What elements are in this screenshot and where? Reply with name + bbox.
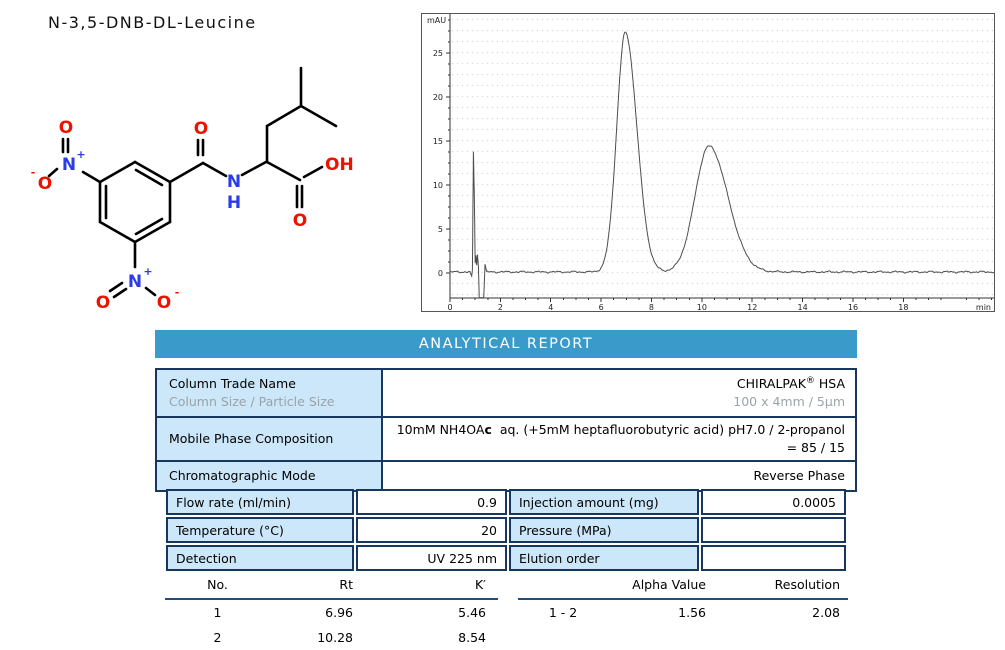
detection-label: Detection: [166, 545, 354, 571]
y-axis-unit-label: mAU: [427, 16, 447, 25]
report-title-bar: ANALYTICAL REPORT: [155, 330, 857, 358]
x-tick-label: 8: [648, 303, 655, 311]
injection-amount-label: Injection amount (mg): [509, 489, 699, 515]
pair-header: [518, 573, 608, 599]
mobile-phase-value: [382, 417, 856, 461]
y-tick-label: 25: [432, 49, 443, 58]
label-line: Column Trade Name: [169, 375, 296, 391]
peak-k: 5.46: [458, 605, 486, 620]
elution-order-value: [701, 545, 846, 571]
x-tick-label: 18: [898, 303, 909, 311]
peak-rt: 6.96: [325, 605, 353, 620]
nitrogen-atom-label: N: [61, 155, 77, 175]
table-row: [165, 625, 498, 650]
x-tick-label: 4: [548, 303, 554, 311]
column-trade-name-value: [382, 369, 856, 417]
x-tick-label: 14: [797, 303, 808, 311]
table-row: [518, 599, 848, 625]
flow-rate-label: Flow rate (ml/min): [166, 489, 354, 515]
temperature-value: 20: [356, 517, 507, 543]
column-size-value: 100 x 4mm / 5µm: [733, 394, 845, 410]
column-info-table: [155, 368, 857, 492]
compound-title: N-3,5-DNB-DL-Leucine: [48, 13, 257, 32]
chromatogram-trace: [450, 32, 994, 298]
table-header-row: [518, 573, 848, 599]
resolution-value: 2.08: [812, 605, 840, 620]
plus-charge-label: +: [143, 265, 153, 278]
table-row: [156, 369, 856, 417]
oxygen-atom-label: O: [58, 118, 74, 138]
elution-order-label: Elution order: [509, 545, 699, 571]
table-row: [156, 417, 856, 461]
peak-no: 1: [213, 605, 222, 620]
x-tick-label: 10: [696, 303, 707, 311]
value-line: = 85 / 15: [786, 440, 845, 456]
oxygen-atom-label: O: [37, 174, 53, 194]
hydroxyl-label: OH: [325, 155, 354, 175]
sublabel-line: Column Size / Particle Size: [169, 394, 335, 409]
table-row: [166, 545, 846, 571]
chromatogram-plot: [422, 14, 994, 311]
peak-rt: 10.28: [317, 630, 353, 645]
oxygen-atom-label: O: [292, 211, 308, 231]
conditions-table: [164, 487, 848, 573]
column-trade-name-label: [156, 369, 382, 417]
y-tick-label: 5: [437, 225, 443, 234]
alpha-value: 1.56: [678, 605, 706, 620]
peak-k: 8.54: [458, 630, 486, 645]
peak-pair: 1 - 2: [548, 605, 578, 620]
registered-mark: ®: [805, 375, 815, 386]
minus-charge-label: -: [30, 166, 36, 179]
x-tick-label: 0: [447, 303, 453, 311]
temperature-label: Temperature (°C): [166, 517, 354, 543]
injection-amount-value: 0.0005: [701, 489, 846, 515]
no-header: No.: [165, 573, 270, 599]
nitrogen-atom-label: N: [226, 172, 242, 192]
pressure-value: [701, 517, 846, 543]
pressure-label: Pressure (MPa): [509, 517, 699, 543]
rt-header: Rt: [270, 573, 355, 599]
x-tick-label: 2: [497, 303, 503, 311]
oxygen-atom-label: O: [193, 119, 209, 139]
minus-charge-label: -: [174, 286, 180, 299]
table-row: [165, 599, 498, 625]
peak-no: 2: [213, 630, 222, 645]
molecule-structure: [0, 0, 420, 330]
oxygen-atom-label: O: [156, 293, 172, 313]
chromatographic-mode-value: Reverse Phase: [382, 461, 856, 491]
chromatogram-panel: [421, 13, 995, 312]
nitrogen-atom-label: N: [127, 272, 143, 292]
chromatographic-mode-label: Chromatographic Mode: [156, 461, 382, 491]
detection-value: UV 225 nm: [356, 545, 507, 571]
y-tick-label: 10: [432, 181, 443, 190]
mobile-phase-label: Mobile Phase Composition: [156, 417, 382, 461]
value-line: CHIRALPAK® HSA: [736, 375, 845, 391]
table-row: [166, 489, 846, 515]
x-tick-label: 12: [747, 303, 758, 311]
alpha-header: Alpha Value: [608, 573, 708, 599]
y-tick-label: 0: [437, 269, 443, 278]
oxygen-atom-label: O: [95, 293, 111, 313]
y-tick-label: 20: [432, 93, 443, 102]
flow-rate-value: 0.9: [356, 489, 507, 515]
resolution-header: Resolution: [708, 573, 848, 599]
value-line: 10mM NH4OAc aq. (+5mM heptafluorobutyric acid) pH7.0 / 2-propanol: [396, 422, 845, 437]
table-row: [166, 517, 846, 543]
hydrogen-atom-label: H: [226, 193, 242, 213]
x-tick-label: 16: [847, 303, 859, 311]
selectivity-results-table: [518, 573, 848, 625]
x-tick-label: 6: [598, 303, 604, 311]
molecule-bonds: [49, 68, 336, 297]
x-axis-unit-label: min: [975, 303, 991, 311]
y-tick-label: 15: [432, 137, 443, 146]
peak-results-table: [165, 573, 498, 650]
plus-charge-label: +: [76, 148, 86, 161]
table-header-row: [165, 573, 498, 599]
k-prime-header: K′: [355, 573, 498, 599]
